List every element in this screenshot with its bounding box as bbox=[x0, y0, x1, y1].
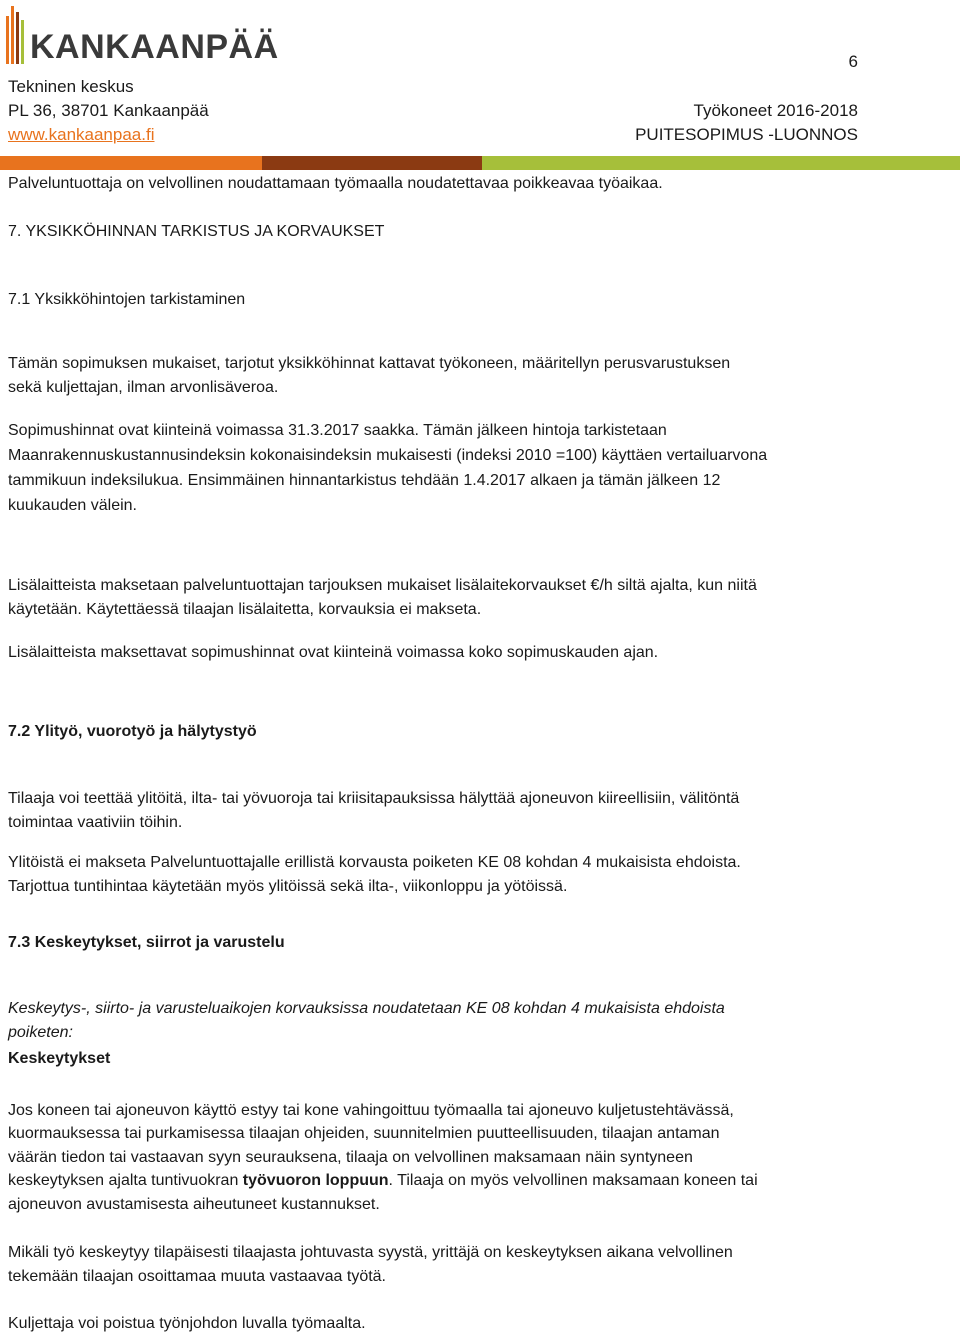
subsection-heading-7-1: 7.1 Yksikköhintojen tarkistaminen bbox=[8, 291, 246, 308]
heading-keskeytykset: Keskeytykset bbox=[8, 1050, 111, 1067]
paragraph-line: tekemään tilaajan osoittamaa muuta vastaavaa työtä. bbox=[8, 1268, 386, 1285]
doc-title: Työkoneet 2016-2018 bbox=[693, 101, 858, 120]
paragraph: Palveluntuottaja on velvollinen noudattamaan työmaalla noudatettavaa poikkeavaa työaikaa. bbox=[8, 175, 663, 192]
price-fixed-sentence: Sopimushinnat ovat kiinteinä voimassa 31.3.2017 saakka. bbox=[8, 422, 419, 439]
paragraph-line: väärän tiedon tai vastaavan syyn seurauksena, tilaaja on velvollinen maksamaan näin syntyneen bbox=[8, 1149, 693, 1166]
paragraph-line bbox=[8, 1169, 953, 1193]
doc-subtitle: PUITESOPIMUS -LUONNOS bbox=[635, 125, 858, 144]
subsection-heading-7-3: 7.3 Keskeytykset, siirrot ja varustelu bbox=[8, 934, 285, 951]
website-link[interactable]: www.kankaanpaa.fi bbox=[8, 125, 155, 144]
paragraph-line: Tarjottua tuntihintaa käytetään myös ylitöissä sekä ilta-, viikonloppu ja yötöissä. bbox=[8, 878, 568, 895]
paragraph-line: ajoneuvon avustamisesta aiheutuneet kustannukset. bbox=[8, 1196, 380, 1213]
section-heading-7: 7. YKSIKKÖHINNAN TARKISTUS JA KORVAUKSET bbox=[8, 223, 385, 240]
org-address: PL 36, 38701 Kankaanpää bbox=[8, 101, 209, 120]
paragraph-line: Maanrakennuskustannusindeksin kokonaisindeksin mukaisesti (indeksi 2010 =100) käyttäen vertailuarvona bbox=[8, 447, 768, 464]
paragraph-line: poiketen: bbox=[8, 1024, 73, 1041]
text-run: . Tilaaja on myös velvollinen maksamaan koneen tai bbox=[388, 1172, 758, 1189]
paragraph-line bbox=[8, 419, 953, 443]
paragraph-line: käytetään. Käytettäessä tilaajan lisälaitetta, korvauksia ei makseta. bbox=[8, 601, 482, 618]
paragraph: Kuljettaja voi poistua työnjohdon luvalla työmaalta. bbox=[8, 1315, 366, 1332]
text-run: keskeytyksen ajalta tuntivuokran bbox=[8, 1172, 243, 1189]
paragraph-line: sekä kuljettajan, ilman arvonlisäveroa. bbox=[8, 379, 279, 396]
org-name: Tekninen keskus bbox=[8, 77, 134, 96]
logo-text: KANKAANPÄÄ bbox=[30, 28, 279, 66]
paragraph-line: kuormauksessa tai purkamisessa tilaajan ohjeiden, suunnitelmien puutteellisuuden, tilaajan antaman bbox=[8, 1125, 720, 1142]
paragraph-line: Tilaaja voi teettää ylitöitä, ilta- tai yövuoroja tai kriisitapauksissa hälyttää ajoneuvon kiireellisiin, välitöntä bbox=[8, 790, 740, 807]
paragraph-line: Tämän sopimuksen mukaiset, tarjotut yksikköhinnat kattavat työkoneen, määritellyn perusvarustuksen bbox=[8, 355, 731, 372]
kankaanpaa-logo-icon bbox=[6, 6, 26, 64]
header-band-brown bbox=[262, 156, 482, 170]
header-band-green bbox=[482, 156, 960, 170]
header-band-orange bbox=[0, 156, 262, 170]
paragraph-line: kuukauden välein. bbox=[8, 497, 137, 514]
paragraph: Lisälaitteista maksettavat sopimushinnat ovat kiinteinä voimassa koko sopimuskauden ajan. bbox=[8, 644, 659, 661]
paragraph-line: Mikäli työ keskeytyy tilapäisesti tilaajasta johtuvasta syystä, yrittäjä on keskeytyksen aikana velvollinen bbox=[8, 1244, 733, 1261]
paragraph-line: Keskeytys-, siirto- ja varusteluaikojen korvauksissa noudatetaan KE 08 kohdan 4 mukaisista ehdoista bbox=[8, 1000, 725, 1017]
page-number: 6 bbox=[848, 52, 858, 71]
emphasis-bold: työvuoron loppuun bbox=[242, 1172, 389, 1189]
text-run: Tämän jälkeen hintoja tarkistetaan bbox=[418, 422, 667, 439]
paragraph-line: toimintaa vaativiin töihin. bbox=[8, 814, 183, 831]
paragraph-line: tammikuun indeksilukua. Ensimmäinen hinnantarkistus tehdään 1.4.2017 alkaen ja tämän jälkeen 12 bbox=[8, 472, 721, 489]
paragraph-line: Jos koneen tai ajoneuvon käyttö estyy tai kone vahingoittuu työmaalla tai ajoneuvo kuljetustehtävässä, bbox=[8, 1102, 734, 1119]
paragraph-line: Ylitöistä ei makseta Palveluntuottajalle erillistä korvausta poiketen KE 08 kohdan 4 mukaisista ehdoista. bbox=[8, 854, 741, 871]
paragraph-line: Lisälaitteista maksetaan palveluntuottajan tarjouksen mukaiset lisälaitekorvaukset €/h siltä ajalta, kun niitä bbox=[8, 577, 757, 594]
subsection-heading-7-2: 7.2 Ylityö, vuorotyö ja hälytystyö bbox=[8, 723, 257, 740]
